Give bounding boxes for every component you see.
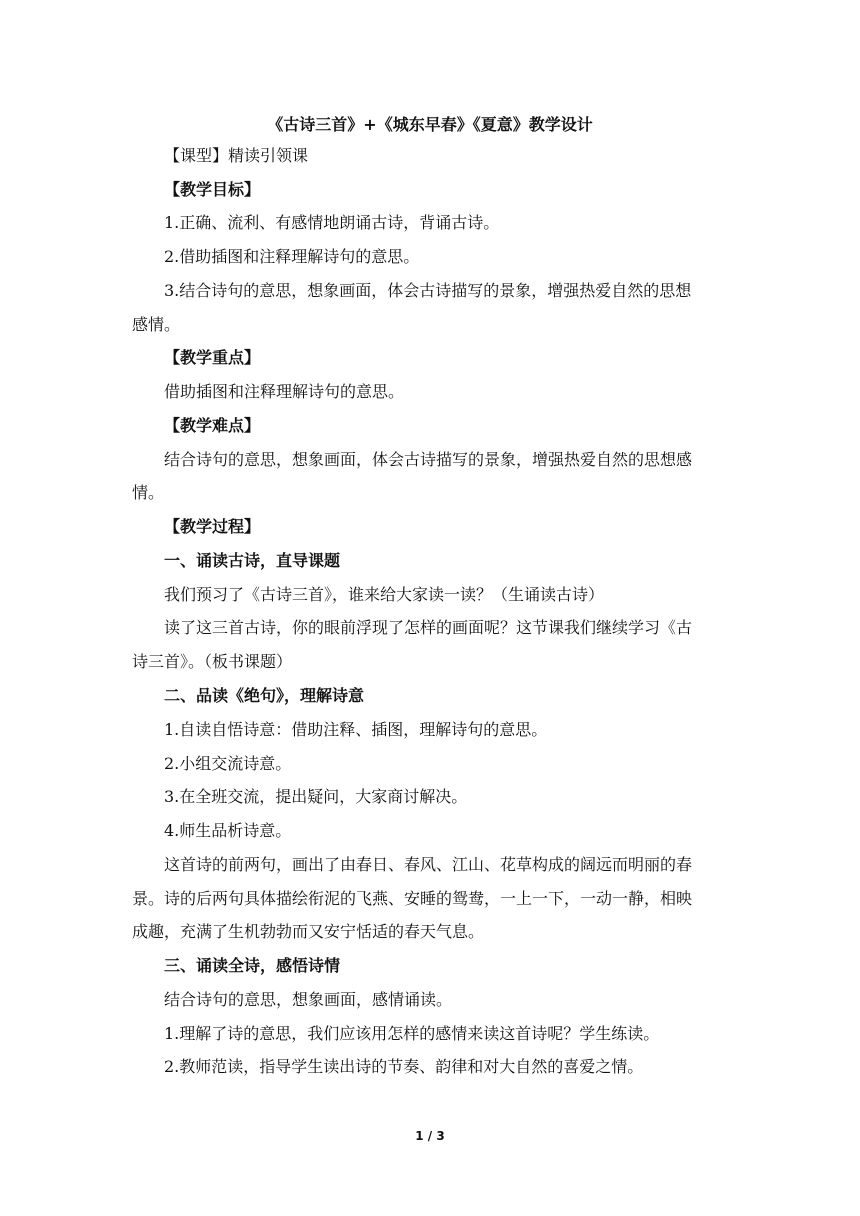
heading-teaching-process: 【教学过程】 (164, 517, 261, 536)
paragraph-line: 借助插图和注释理解诗句的意思。 (164, 382, 405, 401)
heading-teaching-goals: 【教学目标】 (164, 180, 261, 199)
paragraph-line: 1.理解了诗的意思，我们应该用怎样的感情来读这首诗呢？学生练读。 (164, 1024, 660, 1043)
paragraph-line: 1.自读自悟诗意：借助注释、插图，理解诗句的意思。 (164, 720, 548, 739)
paragraph-line: 这首诗的前两句，画出了由春日、春风、江山、花草构成的阔远而明丽的春 (164, 855, 693, 874)
paragraph-line: 1.正确、流利、有感情地朗诵古诗，背诵古诗。 (164, 213, 500, 232)
paragraph-line: 感情。 (132, 315, 181, 334)
page-number: 1 / 3 (415, 1129, 445, 1143)
heading-key-points: 【教学重点】 (164, 348, 261, 367)
paragraph-line: 读了这三首古诗，你的眼前浮现了怎样的画面呢？这节课我们继续学习《古 (164, 618, 693, 637)
paragraph-line: 情。 (132, 483, 165, 502)
paragraph-line: 3.结合诗句的意思，想象画面，体会古诗描写的景象，增强热爱自然的思想 (164, 281, 692, 300)
paragraph-line: 我们预习了《古诗三首》，谁来给大家读一读？（生诵读古诗） (164, 585, 605, 604)
section-heading-1: 一、诵读古诗，直导课题 (164, 551, 341, 570)
paragraph-line: 结合诗句的意思，想象画面，感情诵读。 (164, 990, 453, 1009)
paragraph-line: 2.教师范读，指导学生读出诗的节奏、韵律和对大自然的喜爱之情。 (164, 1057, 644, 1076)
lesson-type: 【课型】精读引领课 (164, 146, 309, 165)
document-title: 《古诗三首》+《城东早春》《夏意》教学设计 (267, 115, 593, 134)
heading-difficult-points: 【教学难点】 (164, 416, 261, 435)
paragraph-line: 成趣，充满了生机勃勃而又安宁恬适的春天气息。 (132, 922, 485, 941)
paragraph-line: 2.借助插图和注释理解诗句的意思。 (164, 247, 420, 266)
paragraph-line: 3.在全班交流，提出疑问，大家商讨解决。 (164, 787, 468, 806)
paragraph-line: 诗三首》。（板书课题） (132, 652, 293, 671)
section-heading-2: 二、品读《绝句》，理解诗意 (164, 686, 365, 705)
paragraph-line: 2.小组交流诗意。 (164, 754, 292, 773)
section-heading-3: 三、诵读全诗，感悟诗情 (164, 956, 341, 975)
paragraph-line: 结合诗句的意思，想象画面，体会古诗描写的景象，增强热爱自然的思想感 (164, 450, 693, 469)
paragraph-line: 4.师生品析诗意。 (164, 821, 292, 840)
paragraph-line: 景。诗的后两句具体描绘衔泥的飞燕、安睡的鸳鸯，一上一下，一动一静，相映 (132, 889, 693, 908)
